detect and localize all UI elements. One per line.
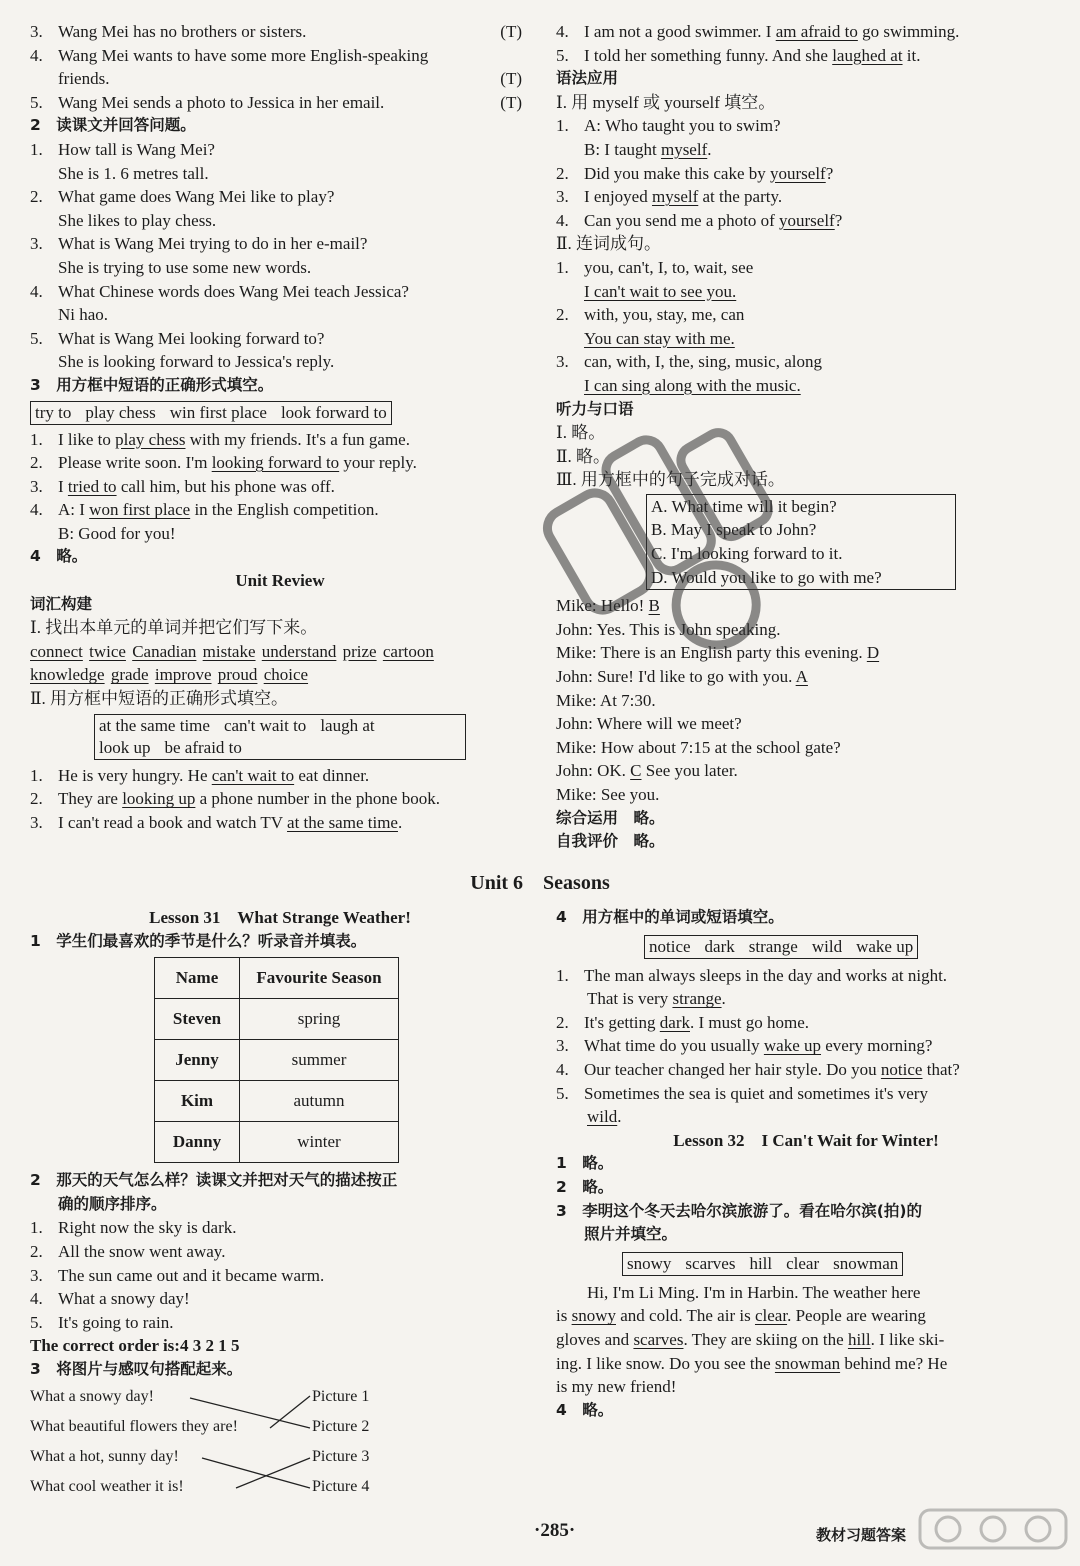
section-heading: 2 那天的天气怎么样？读课文并把对天气的描述按正: [30, 1171, 398, 1190]
match-pair: What cool weather it is! Picture 4: [30, 1477, 370, 1495]
option: C. I'm looking forward to it.: [651, 544, 843, 564]
option: A. What time will it begin?: [651, 496, 837, 516]
word-order-item: 2. with, you, stay, me, can: [556, 305, 745, 325]
passage-line: ing. I like snow. Do you see the snowman behind me? He: [556, 1353, 948, 1373]
fill-item: 4. Can you send me a photo of yourself?: [556, 210, 843, 230]
section-heading: 4 略。: [30, 547, 88, 566]
dialogue-line: Mike: At 7:30.: [556, 690, 656, 710]
word-box-row: [556, 1247, 1056, 1281]
fill-item: 2. Did you make this cake by yourself?: [556, 163, 834, 183]
answer-underline: looking forward to: [211, 453, 340, 473]
fill-item-cont: That is very strange.: [587, 989, 726, 1009]
section-heading: 2 读课文并回答问题。: [30, 116, 196, 135]
table-row: Danny winter: [155, 1122, 399, 1163]
tf-item: 4. Wang Mei wants to have some more English-speaking: [30, 45, 429, 65]
answer-underline: tried to: [67, 476, 117, 496]
matching-exercise: [30, 1382, 530, 1502]
fill-item: 5. Sometimes the sea is quiet and sometimes it's very: [556, 1083, 928, 1103]
page-number: ·285·: [534, 1520, 576, 1541]
section-heading: 4 略。: [556, 1400, 614, 1419]
answer-underline: looking up: [122, 789, 196, 809]
section-heading: 4 用方框中的单词或短语填空。: [556, 908, 784, 926]
subsection-heading: 词汇构建: [30, 594, 93, 613]
section-heading: 3 李明这个冬天去哈尔滨旅游了。看在哈尔滨(拍)的: [556, 1201, 922, 1220]
fill-item: 2. They are looking up a phone number in the phone book.: [30, 789, 440, 809]
fill-item: 3. What time do you usually wake up every morning?: [556, 1036, 933, 1056]
word-box: notice dark strange wild wake up: [644, 935, 918, 959]
fill-item: 3. I enjoyed myself at the party.: [556, 187, 783, 207]
answer-underline: won first place: [89, 500, 191, 520]
order-item: 3. The sun came out and it became warm.: [30, 1265, 325, 1285]
phrase-box: [30, 401, 392, 425]
correct-order: The correct order is:4 3 2 1 5: [30, 1336, 240, 1356]
fill-item-cont: B: Good for you!: [58, 523, 176, 543]
box-word: play chess: [85, 402, 156, 422]
question: 5. What is Wang Mei looking forward to?: [30, 328, 325, 348]
answer: Ni hao.: [58, 305, 109, 325]
order-item: 4. What a snowy day!: [30, 1289, 190, 1309]
instruction: Ⅱ. 连词成句。: [556, 234, 662, 254]
passage-line: is my new friend!: [556, 1377, 677, 1397]
order-item: 5. It's going to rain.: [30, 1312, 174, 1332]
table-row: Kim autumn: [155, 1081, 399, 1122]
dialogue-line: Mike: How about 7:15 at the school gate?: [556, 737, 841, 757]
box-word: win first place: [169, 402, 267, 422]
section-heading-cont: 确的顺序排序。: [58, 1194, 167, 1213]
phrase-box-row: [30, 398, 530, 428]
section-heading: 3 将图片与感叹句搭配起来。: [30, 1359, 243, 1378]
answer-underline: can't wait to: [211, 765, 295, 785]
fill-item: 3. I can't read a book and watch TV at the same time.: [30, 812, 403, 832]
passage-line: gloves and scarves. They are skiing on the hill. I like ski-: [556, 1329, 945, 1349]
table-row: Jenny summer: [155, 1040, 399, 1081]
fill-item: 1. He is very hungry. He can't wait to eat dinner.: [30, 765, 370, 785]
right-column-top: [556, 20, 1056, 854]
watermark-logo-icon: [918, 1504, 1068, 1554]
match-pair: What beautiful flowers they are! Picture 2: [30, 1417, 370, 1435]
lesson-heading: Lesson 31 What Strange Weather!: [149, 908, 411, 927]
fill-item: 2. Please write soon. I'm looking forward to your reply.: [30, 453, 417, 473]
instruction: Ⅱ. 略。: [556, 446, 611, 466]
match-pair: What a snowy day! Picture 1: [30, 1387, 370, 1405]
fill-item: 4. I am not a good swimmer. I am afraid to go swimming.: [556, 22, 960, 41]
left-column-bottom: [30, 906, 530, 1502]
word-box-row: [556, 930, 1056, 964]
instruction: Ⅰ. 用 myself 或 yourself 填空。: [556, 92, 776, 112]
word-box: snowy scarves hill clear snowman: [622, 1252, 903, 1276]
instruction: Ⅲ. 用方框中的句子完成对话。: [556, 470, 785, 490]
question: 3. What is Wang Mei trying to do in her e-mail?: [30, 234, 368, 254]
answer-underline: play chess: [115, 429, 186, 449]
box-word: try to: [35, 402, 72, 422]
footer-label: 教材习题答案: [816, 1526, 907, 1544]
tf-item: 5. Wang Mei sends a photo to Jessica in her email. (T): [30, 92, 522, 112]
word-order-item: 1. you, can't, I, to, wait, see: [556, 257, 754, 277]
answer: I can't wait to see you.: [584, 281, 737, 301]
passage-line: Hi, I'm Li Ming. I'm in Harbin. The weather here: [587, 1282, 921, 1302]
subsection-heading: 语法应用: [556, 69, 619, 88]
order-item: 1. Right now the sky is dark.: [30, 1218, 237, 1238]
instruction: Ⅱ. 用方框中短语的正确形式填空。: [30, 689, 289, 709]
instruction: Ⅰ. 找出本单元的单词并把它们写下来。: [30, 618, 318, 638]
order-item: 2. All the snow went away.: [30, 1241, 226, 1261]
phrase-box: at the same time can't wait to laugh at look up be afraid to: [94, 714, 466, 760]
answer: She is looking forward to Jessica's reply.: [58, 352, 335, 372]
fill-item: 3. I tried to call him, but his phone was off.: [30, 476, 335, 496]
fill-item-cont: wild.: [587, 1107, 622, 1127]
answer: She is 1. 6 metres tall.: [58, 163, 209, 183]
options-box: [646, 494, 956, 590]
dialogue-line: John: Yes. This is John speaking.: [556, 619, 781, 639]
section-heading: 1 略。: [556, 1154, 614, 1173]
word-list: knowledge grade improve proud choice: [30, 665, 309, 685]
box-word: look forward to: [280, 402, 387, 422]
match-lines: [30, 1382, 330, 1504]
passage-line: is snowy and cold. The air is clear. People are wearing: [556, 1306, 926, 1326]
table-row: Steven spring: [155, 999, 399, 1040]
subsection-heading: 听力与口语: [556, 399, 634, 418]
word-order-item: 3. can, with, I, the, sing, music, along: [556, 352, 822, 372]
dialogue-line: John: Sure! I'd like to go with you. A: [556, 667, 808, 687]
dialogue-line: Mike: See you.: [556, 785, 660, 804]
tf-item: 3. Wang Mei has no brothers or sisters. (T): [30, 22, 522, 41]
match-pair: What a hot, sunny day! Picture 3: [30, 1447, 370, 1465]
fill-item: 4. A: I won first place in the English competition.: [30, 500, 379, 520]
dialogue-line: John: Where will we meet?: [556, 714, 742, 734]
answer: She is trying to use some new words.: [58, 257, 312, 277]
fill-item: 1. A: Who taught you to swim?: [556, 116, 781, 136]
table-header: Name Favourite Season: [155, 958, 399, 999]
fill-item-cont: B: I taught myself.: [584, 139, 712, 159]
lesson-heading: Lesson 32 I Can't Wait for Winter!: [673, 1130, 939, 1150]
question: 1. How tall is Wang Mei?: [30, 139, 215, 159]
dialogue-line: Mike: Hello! B: [556, 596, 660, 616]
answer: I can sing along with the music.: [584, 375, 801, 395]
left-column-top: [30, 20, 530, 834]
fill-item: 5. I told her something funny. And she laughed at it.: [556, 45, 921, 65]
right-column-bottom: [556, 906, 1056, 1422]
fill-item: 2. It's getting dark. I must go home.: [556, 1012, 809, 1032]
section-heading: 1 学生们最喜欢的季节是什么？听录音并填表。: [30, 931, 367, 950]
fill-item: 1. I like to play chess with my friends. It's a fun game.: [30, 429, 410, 449]
answer-underline: at the same time: [287, 812, 398, 832]
section-heading: 3 用方框中短语的正确形式填空。: [30, 375, 274, 394]
option: B. May I speak to John?: [651, 520, 817, 540]
subsection-heading: 综合运用 略。: [556, 808, 665, 827]
answer: You can stay with me.: [584, 328, 735, 348]
favourite-season-table: [154, 957, 399, 1163]
tf-item-cont: friends. (T): [58, 69, 522, 89]
fill-item: 1. The man always sleeps in the day and works at night.: [556, 965, 948, 985]
dialogue-line: Mike: There is an English party this evening. D: [556, 643, 880, 663]
unit-name: Seasons: [543, 872, 610, 894]
section-heading-cont: 照片并填空。: [584, 1225, 678, 1244]
option: D. Would you like to go with me?: [651, 567, 882, 587]
fill-item: 4. Our teacher changed her hair style. Do you notice that?: [556, 1059, 960, 1079]
word-list: connect twice Canadian mistake understand prize cartoon: [30, 641, 434, 661]
instruction: Ⅰ. 略。: [556, 423, 606, 443]
question: 4. What Chinese words does Wang Mei teach Jessica?: [30, 281, 409, 301]
unit-label: Unit 6: [470, 872, 524, 894]
subsection-heading: 自我评价 略。: [556, 832, 665, 851]
question: 2. What game does Wang Mei like to play?: [30, 187, 335, 207]
answer: She likes to play chess.: [58, 210, 217, 230]
unit-review-heading: Unit Review: [235, 571, 325, 591]
dialogue-line: John: OK. C See you later.: [556, 761, 738, 781]
section-heading: 2 略。: [556, 1177, 614, 1196]
unit-title: [0, 872, 1080, 895]
